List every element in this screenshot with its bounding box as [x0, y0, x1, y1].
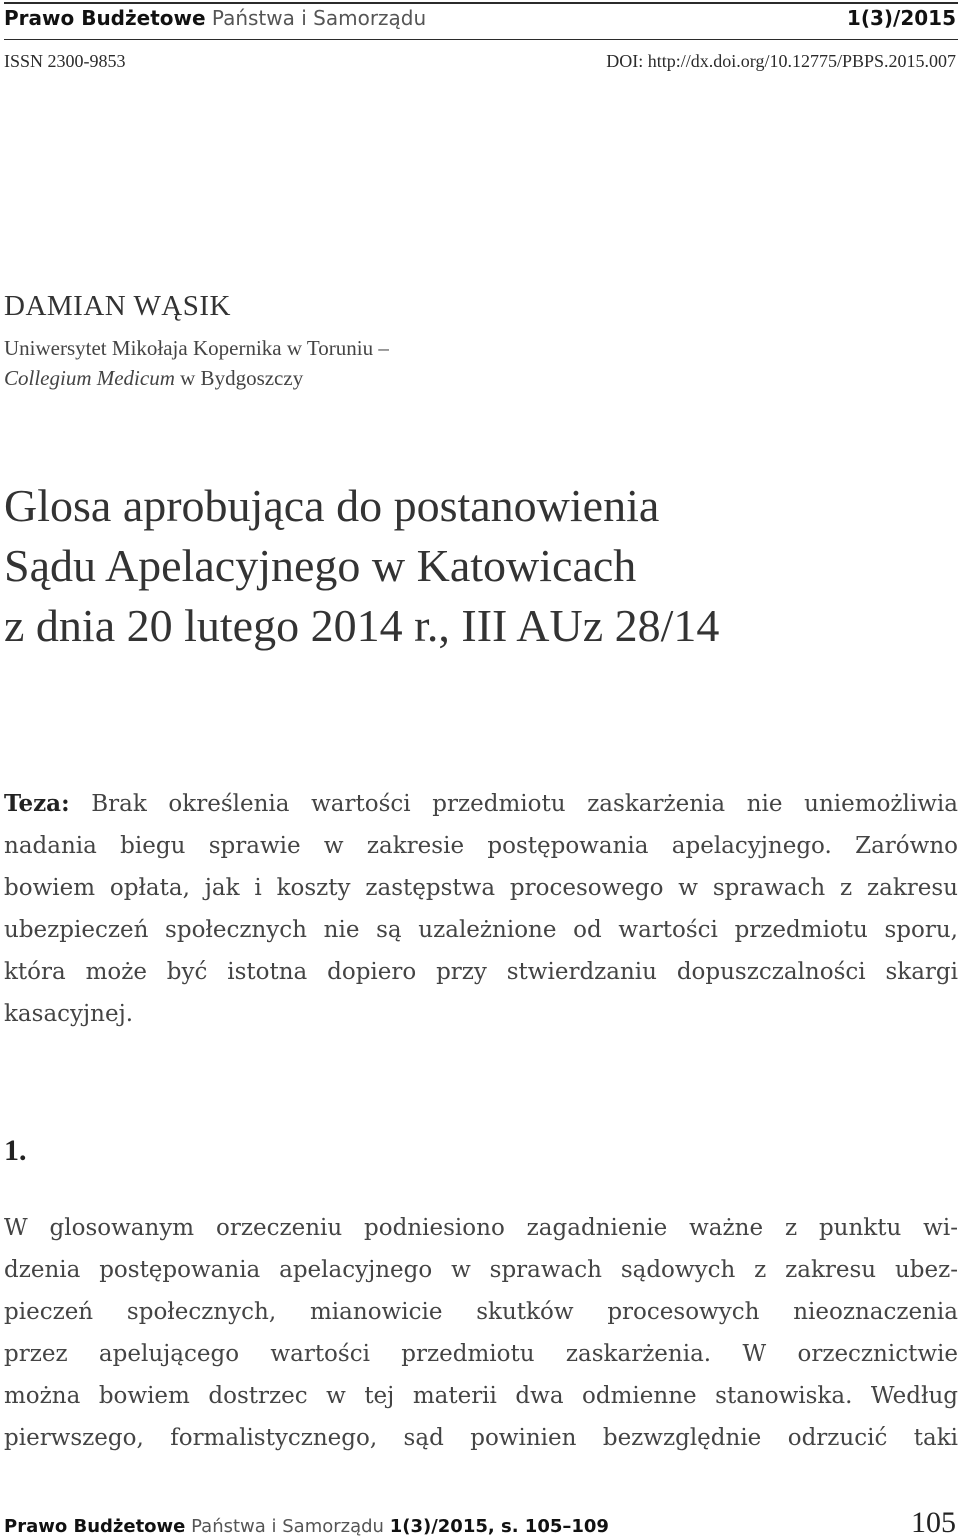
journal-title: [4, 6, 426, 30]
thesis-line-3: bowiem opłata, jak i koszty zastępstwa procesowego w sprawach z zakresu: [4, 875, 958, 901]
thesis-line-6: kasacyjnej.: [4, 1001, 134, 1027]
footer-journal-light: Państwa i Samorządu: [191, 1516, 384, 1537]
header-top-rule: [4, 2, 958, 4]
footer-citation: [4, 1516, 609, 1537]
author-name: DAMIAN WĄSIK: [4, 290, 231, 322]
author-affiliation: [4, 333, 389, 393]
affiliation-line-1: Uniwersytet Mikołaja Kopernika w Toruniu –: [4, 336, 389, 360]
footer-journal-bold: Prawo Budżetowe: [4, 1516, 186, 1537]
thesis-block: [4, 783, 958, 1035]
title-line-1: Glosa aprobująca do postanowienia: [4, 480, 660, 531]
footer-issue-pages: 1(3)/2015, s. 105–109: [389, 1516, 609, 1537]
thesis-line-5: która może być istotna dopiero przy stwierdzaniu dopuszczalności skargi: [4, 959, 958, 985]
title-line-3: z dnia 20 lutego 2014 r., III AUz 28/14: [4, 600, 720, 651]
thesis-line-1: [4, 783, 958, 825]
doi-link[interactable]: DOI: http://dx.doi.org/10.12775/PBPS.2015.007: [606, 51, 956, 71]
article-title: [4, 476, 719, 656]
header-bottom-rule: [4, 39, 958, 40]
body-line-2: dzenia postępowania apelacyjnego w sprawach sądowych z zakresu ubez-: [4, 1257, 958, 1283]
thesis-line-2: nadania biegu sprawie w zakresie postępowania apelacyjnego. Zarówno: [4, 833, 958, 859]
section-number: 1.: [4, 1134, 27, 1167]
thesis-line-4: ubezpieczeń społecznych nie są uzależnione od wartości przedmiotu sporu,: [4, 917, 958, 943]
body-line-4: przez apelującego wartości przedmiotu zaskarżenia. W orzecznictwie: [4, 1341, 958, 1367]
journal-title-bold: Prawo Budżetowe: [4, 6, 206, 30]
thesis-line-1-text: Brak określenia wartości przedmiotu zaskarżenia nie uniemożliwia: [69, 791, 958, 817]
affiliation-italic: Collegium Medicum: [4, 366, 175, 390]
thesis-label: Teza:: [4, 790, 70, 817]
section-body: [4, 1207, 958, 1459]
body-line-1: W glosowanym orzeczeniu podniesiono zagadnienie ważne z punktu wi-: [4, 1215, 958, 1241]
page-number: 105: [911, 1506, 956, 1539]
journal-title-light: Państwa i Samorządu: [211, 6, 427, 30]
issue-number: 1(3)/2015: [846, 6, 956, 30]
affiliation-rest: w Bydgoszczy: [174, 366, 304, 390]
body-line-5: można bowiem dostrzec w tej materii dwa odmienne stanowiska. Według: [4, 1383, 958, 1409]
body-line-6: pierwszego, formalistycznego, sąd powinien bezwzględnie odrzucić taki: [4, 1425, 958, 1451]
issn: ISSN 2300-9853: [4, 51, 126, 71]
body-line-3: pieczeń społecznych, mianowicie skutków procesowych nieoznaczenia: [4, 1299, 958, 1325]
affiliation-line-2: [4, 363, 389, 393]
title-line-2: Sądu Apelacyjnego w Katowicach: [4, 540, 637, 591]
